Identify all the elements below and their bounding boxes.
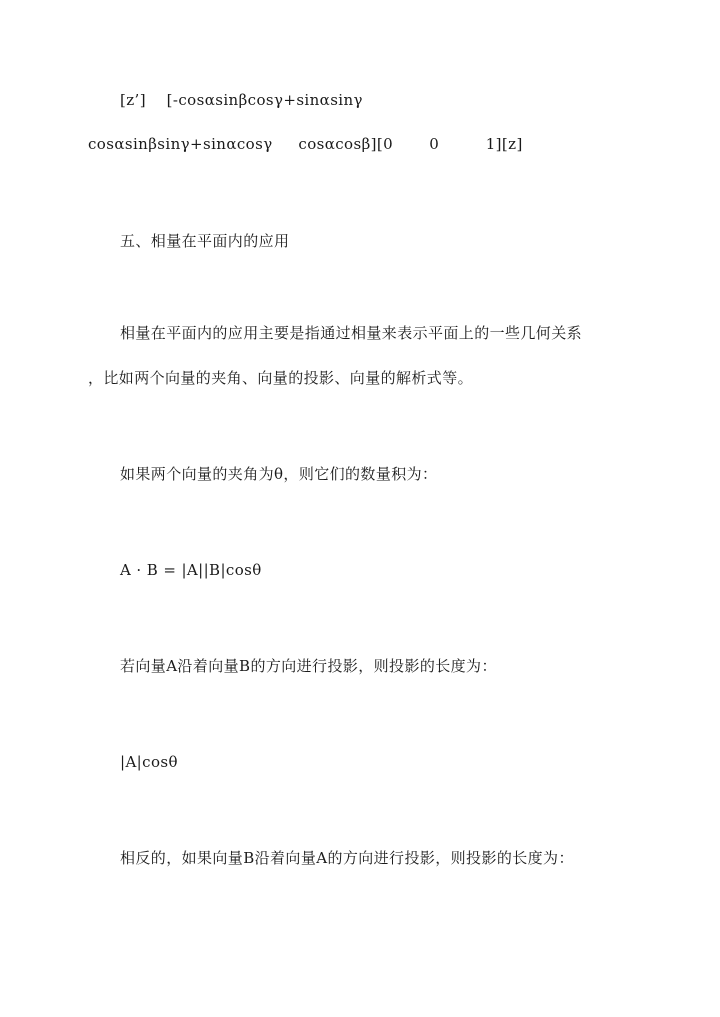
paragraph-projection-a-on-b: 若向量A沿着向量B的方向进行投影，则投影的长度为： — [120, 657, 497, 675]
section-heading: 五、相量在平面内的应用 — [120, 232, 290, 250]
formula-dot-product: A · B = |A||B|cosθ — [120, 561, 262, 579]
paragraph-projection-b-on-a: 相反的，如果向量B沿着向量A的方向进行投影，则投影的长度为： — [120, 849, 574, 867]
paragraph-intro-line-1: 相量在平面内的应用主要是指通过相量来表示平面上的一些几何关系 — [120, 324, 583, 342]
matrix-row-continuation: cosαsinβsinγ+sinαcosγ cosαcosβ][0 0 1][z] — [88, 135, 523, 153]
matrix-row-z-prime: [z’] [-cosαsinβcosγ+sinαsinγ — [120, 91, 363, 109]
paragraph-dot-product: 如果两个向量的夹角为θ，则它们的数量积为： — [120, 465, 438, 483]
formula-projection: |A|cosθ — [120, 753, 178, 771]
paragraph-intro-line-2: ，比如两个向量的夹角、向量的投影、向量的解析式等。 — [88, 369, 474, 387]
